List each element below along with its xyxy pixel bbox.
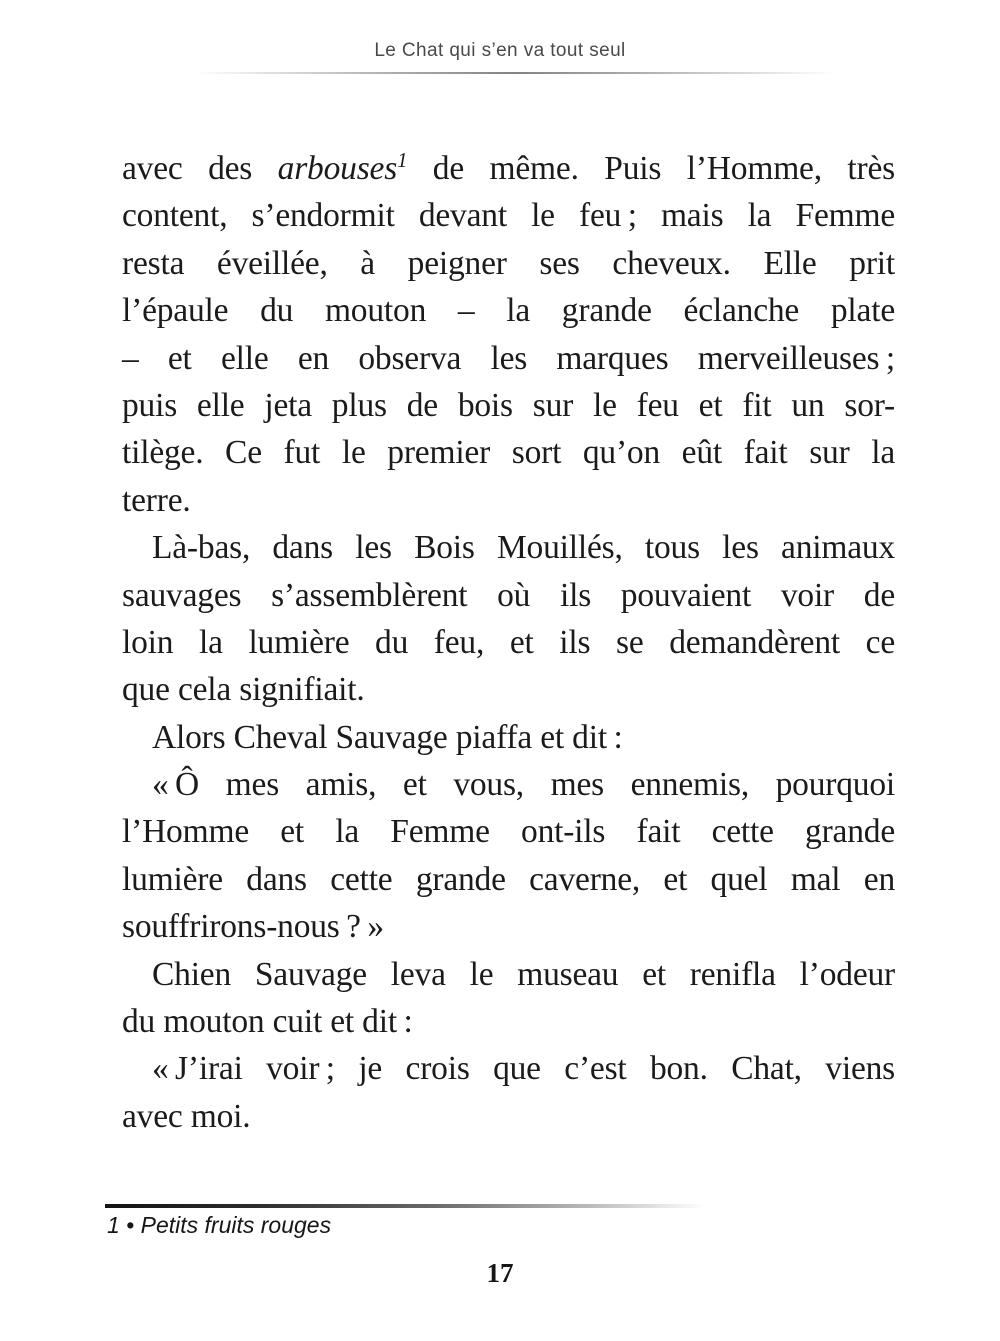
text-line: Là-bas, dans les Bois Mouillés, tous les animaux: [152, 529, 895, 567]
text-line: tilège. Ce fut le premier sort qu’on eût fait sur la: [122, 434, 895, 472]
text-line: que cela signifiait.: [122, 671, 365, 709]
text-line: loin la lumière du feu, et ils se demandèrent ce: [122, 623, 895, 661]
text-line: avec moi.: [122, 1097, 251, 1135]
text-line: l’Homme et la Femme ont-ils fait cette grande: [122, 813, 895, 851]
text-line: [122, 145, 895, 192]
italic-word: arbouses: [277, 150, 398, 187]
text-line: souffrirons-nous ? »: [122, 908, 384, 946]
text-line: Alors Cheval Sauvage piaffa et dit :: [152, 718, 623, 756]
text-segment: avec des: [122, 150, 278, 187]
text-line: du mouton cuit et dit :: [122, 1003, 413, 1041]
page-number: 17: [486, 1258, 514, 1288]
text-line: l’épaule du mouton – la grande éclanche plate: [122, 292, 895, 330]
text-line: terre.: [122, 481, 191, 519]
text-line: puis elle jeta plus de bois sur le feu et fit un sor-: [122, 386, 895, 424]
running-header-title: Le Chat qui s’en va tout seul: [374, 40, 626, 61]
footnote-text: 1 • Petits fruits rouges: [107, 1212, 332, 1238]
text-segment: de même. Puis l’Homme, très: [407, 150, 895, 187]
text-line: resta éveillée, à peigner ses cheveux. Elle prit: [122, 244, 895, 282]
text-line: « Ô mes amis, et vous, mes ennemis, pourquoi: [152, 766, 895, 804]
body-text-block: [122, 145, 895, 1140]
text-line: – et elle en observa les marques merveilleuses ;: [122, 339, 895, 377]
footnote-divider: [105, 1204, 705, 1208]
footnote-reference: 1: [397, 148, 408, 172]
text-line: Chien Sauvage leva le museau et renifla l’odeur: [152, 955, 895, 993]
text-line: lumière dans cette grande caverne, et quel mal en: [122, 860, 895, 898]
text-line: sauvages s’assemblèrent où ils pouvaient voir de: [122, 576, 895, 614]
header-divider: [195, 72, 835, 74]
text-line: content, s’endormit devant le feu ; mais la Femme: [122, 197, 895, 235]
text-line: « J’irai voir ; je crois que c’est bon. Chat, viens: [152, 1050, 895, 1088]
